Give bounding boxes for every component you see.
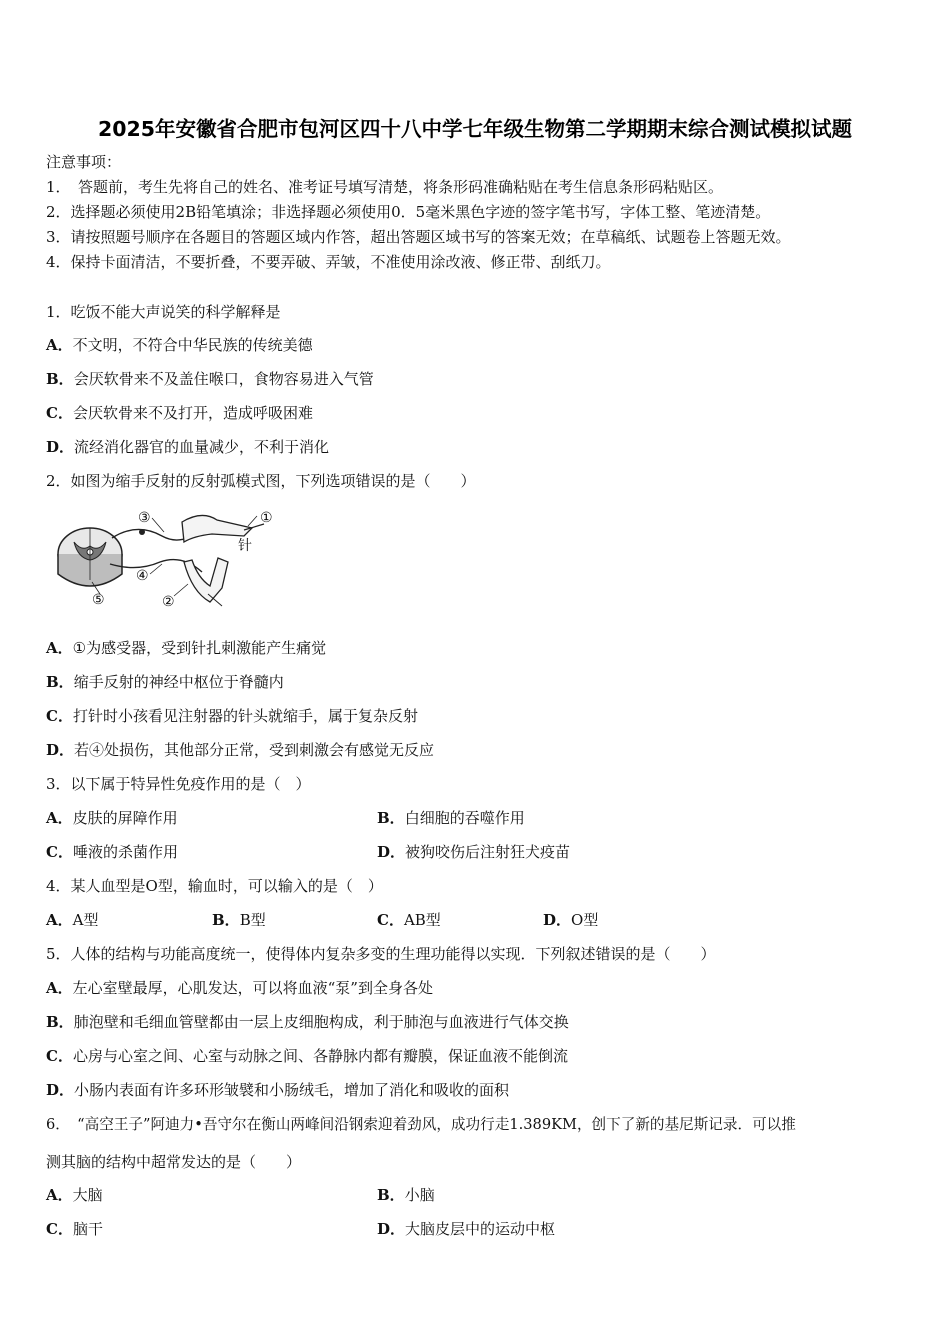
option-letter: D． [377,1220,406,1238]
option-text: B型 [239,911,266,929]
option-letter: A． [46,911,73,929]
q5-option-a [46,978,433,998]
option-text: 缩手反射的神经中枢位于脊髓内 [73,673,284,691]
label-3: ③ [138,510,151,526]
option-letter: B． [46,370,74,388]
option-letter: B． [377,809,405,827]
q1-option-d [46,437,329,457]
spinal-cord-figure [58,528,122,586]
q6-stem-line2: 测其脑的结构中超常发达的是（ ） [46,1153,302,1171]
option-letter: B． [377,1186,405,1204]
option-text: 会厌软骨来不及打开，造成呼吸困难 [72,404,313,422]
q6-option-a [46,1185,103,1205]
q6-option-b [377,1185,435,1205]
option-text: AB型 [403,911,441,929]
option-text: 肺泡壁和毛细血管壁都由一层上皮细胞构成，利于肺泡与血液进行气体交换 [73,1013,569,1031]
q4-option-d [543,910,598,930]
q5-option-d [46,1080,509,1100]
q3-stem: 3．以下属于特异性免疫作用的是（ ） [46,775,311,793]
q6-option-c [46,1219,103,1239]
q4-option-c [377,910,441,930]
notice-item-3: 3．请按照题号顺序在各题目的答题区域内作答，超出答题区域书写的答案无效；在草稿纸、试题卷上答题无效。 [46,228,791,246]
q1-option-c [46,403,313,423]
q3-option-a [46,808,178,828]
q6-stem-line1: 6． “高空王子”阿迪力•吾守尔在衡山两峰间沿钢索迎着劲风，成功行走1.389KM，创下了新的基尼斯记录．可以推 [46,1116,796,1133]
option-text: 大脑皮层中的运动中枢 [405,1220,556,1238]
q1-stem: 1．吃饭不能大声说笑的科学解释是 [46,303,281,321]
q5-option-c [46,1046,568,1066]
option-letter: B． [212,911,240,929]
option-text: 大脑 [72,1186,103,1204]
option-text: 脑干 [72,1220,103,1238]
option-letter: D． [46,438,75,456]
option-letter: C． [46,843,73,861]
q5-stem: 5．人体的结构与功能高度统一，使得体内复杂多变的生理功能得以实现．下列叙述错误的是（ ） [46,945,716,963]
q2-stem: 2．如图为缩手反射的反射弧模式图，下列选项错误的是（ ） [46,472,476,490]
q2-option-c [46,706,418,726]
q1-option-b [46,369,374,389]
label-5: ⑤ [92,592,105,608]
q1-option-a [46,335,313,355]
q2-option-b [46,672,284,692]
option-text: O型 [571,911,599,929]
option-letter: A． [46,336,73,354]
option-letter: C． [46,707,73,725]
option-text: A型 [72,911,99,929]
option-letter: B． [46,673,74,691]
label-1: ① [260,510,273,526]
option-text: 小肠内表面有许多环形皱襞和小肠绒毛，增加了消化和吸收的面积 [74,1081,510,1099]
option-letter: C． [46,1220,73,1238]
q4-stem: 4．某人血型是O型，输血时，可以输入的是（ ） [46,877,383,895]
option-letter: C． [46,404,73,422]
option-text: ①为感受器，受到针扎刺激能产生痛觉 [72,639,327,657]
q2-option-a [46,638,326,658]
q4-option-a [46,910,98,930]
option-letter: D． [377,843,406,861]
option-text: 左心室壁最厚，心肌发达，可以将血液“泵”到全身各处 [72,979,433,997]
option-letter: C． [377,911,404,929]
notice-item-1: 1． 答题前，考生先将自己的姓名、准考证号填写清楚，将条形码准确粘贴在考生信息条形码粘贴区。 [46,178,724,196]
option-text: 被狗咬伤后注射狂犬疫苗 [405,843,571,861]
q5-option-b [46,1012,569,1032]
notice-item-2: 2．选择题必须使用2B铅笔填涂；非选择题必须使用0．5毫米黑色字迹的签字笔书写，字体工整、笔迹清楚。 [46,203,771,221]
page-title: 2025年安徽省合肥市包河区四十八中学七年级生物第二学期期末综合测试模拟试题 [97,117,853,141]
label-needle: 针 [238,538,252,554]
option-letter: A． [46,979,73,997]
option-letter: B． [46,1013,74,1031]
option-text: 会厌软骨来不及盖住喉口，食物容易进入气管 [73,370,374,388]
option-letter: A． [46,1186,73,1204]
reflex-arc-diagram [52,502,292,614]
option-letter: A． [46,809,73,827]
option-letter: C． [46,1047,73,1065]
q3-option-d [377,842,570,862]
q4-option-b [212,910,266,930]
q6-option-d [377,1219,555,1239]
option-text: 心房与心室之间、心室与动脉之间、各静脉内都有瓣膜，保证血液不能倒流 [72,1047,568,1065]
option-text: 白细胞的吞噬作用 [404,809,525,827]
option-text: 皮肤的屏障作用 [72,809,178,827]
option-text: 唾液的杀菌作用 [72,843,178,861]
option-letter: D． [46,741,75,759]
q2-option-d [46,740,434,760]
q3-option-b [377,808,525,828]
q3-option-c [46,842,178,862]
option-text: 打针时小孩看见注射器的针头就缩手，属于复杂反射 [72,707,418,725]
notice-item-4: 4．保持卡面清洁，不要折叠，不要弄破、弄皱，不准使用涂改液、修正带、刮纸刀。 [46,253,611,271]
option-letter: D． [46,1081,75,1099]
notice-heading: 注意事项： [46,153,122,171]
option-text: 若④处损伤，其他部分正常，受到刺激会有感觉无反应 [74,741,435,759]
option-letter: A． [46,639,73,657]
option-text: 不文明，不符合中华民族的传统美德 [72,336,313,354]
option-text: 小脑 [404,1186,435,1204]
label-2: ② [162,594,175,610]
option-text: 流经消化器官的血量减少，不利于消化 [74,438,330,456]
label-4: ④ [136,568,149,584]
option-letter: D． [543,911,572,929]
